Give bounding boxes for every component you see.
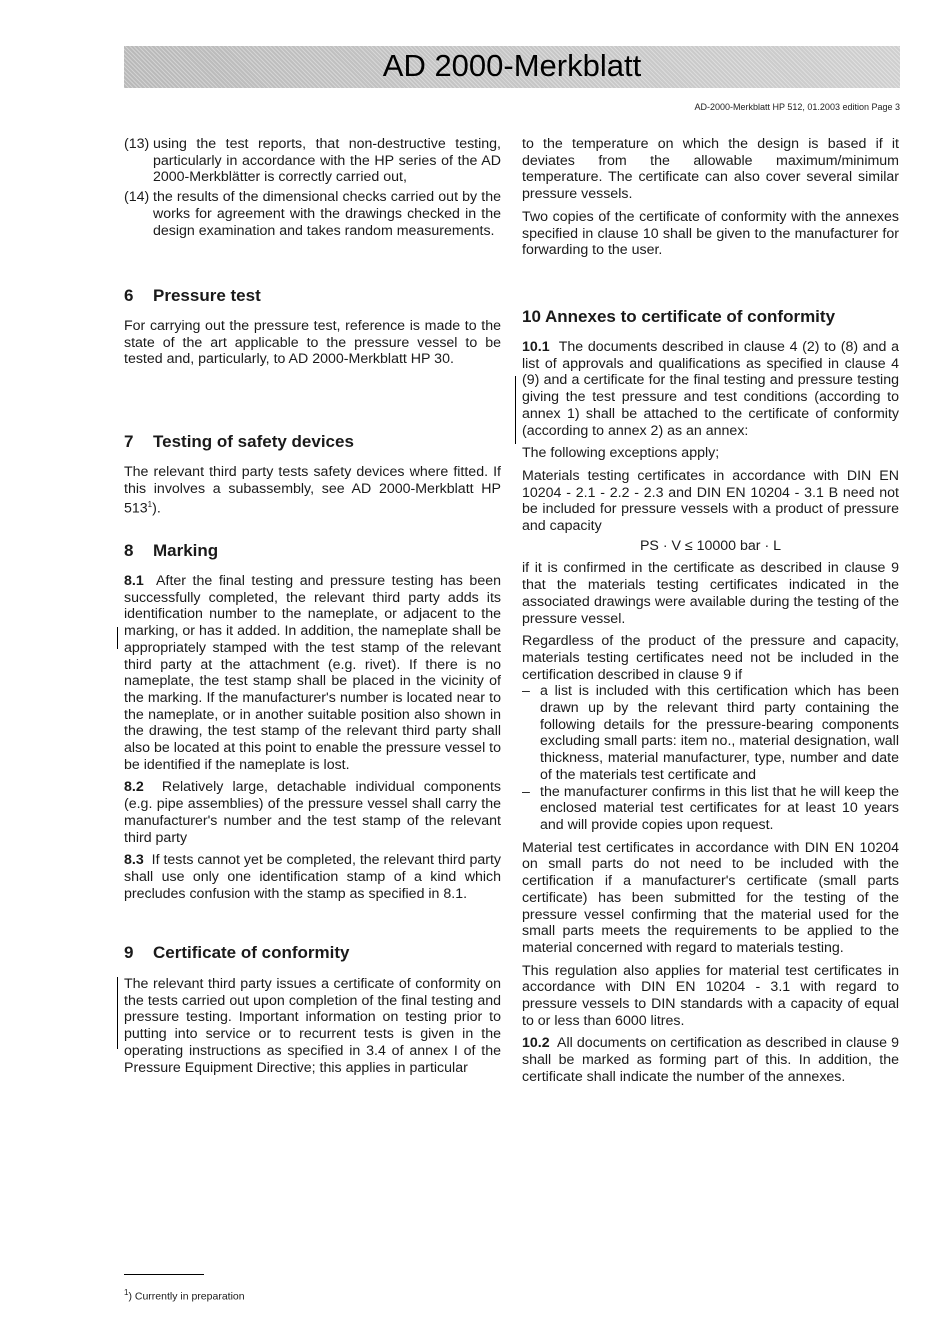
change-bar [117,627,118,649]
paragraph: 10.2 All documents on certification as described in clause 9 shall be marked as forming part of this. In addition, the certificate shall indicate the number of the annexes. [522,1035,899,1085]
continued-text [522,136,899,265]
paragraph: The relevant third party tests safety devices where fitted. If this involves a subassembly, see AD 2000-Merkblatt HP $513^1$). [124,464,501,518]
items-list [124,136,501,242]
paragraph: 8.2 Relatively large, detachable individual components (e.g. pipe assemblies) of the pressure vessel shall carry the manufacturer's number and the test stamp of the relevant third party [124,779,501,846]
paragraph: to the temperature on which the design is based if it deviates from the allowable maximum/minimum temperature. The certificate can also cover several similar pressure vessels. [522,136,899,203]
section-7-body [124,464,501,524]
dash-item: – the manufacturer confirms in this list that he will keep the enclosed material test certificates for at least 10 years and will provide copies upon request. [522,783,899,833]
dash-item: – a list is included with this certification which has been drawn up by the relevant third party containing the following details for the pressure-bearing components excluding small parts: item no., material designation, wall thickness, material manufacturer, type, number and date of the materials test certificate and [522,683,899,783]
section-9-heading: 9 Certificate of conformity [124,943,350,962]
change-bar [117,977,118,1049]
item-number: (13) [124,136,150,152]
paragraph: Materials testing certificates in accordance with DIN EN 10204 - 2.1 - 2.2 - 2.3 and DIN EN 10204 - 3.1 B need not be included for pressure vessels with a product of pressure and capacity [522,467,899,535]
paragraph: if it is confirmed in the certificate as described in clause 9 that the materials testing certificates indicated in the associated drawings were available during the testing of the pressure vessel. [522,560,899,627]
paragraph: The relevant third party issues a certificate of conformity on the tests carried out upon completion of the final testing and pressure testing. Important information on testing prior to putting into service or to recurrent tests is given in the operating instructions as specified in 3.4 of annex I of the Pressure Equipment Directive; this applies in particular [124,976,501,1076]
paragraph: 10.1 The documents described in clause 4 (2) to (8) and a list of approvals and qualifications as specified in clause 4 (9) and a certificate for the final testing and pressure testing giving the test pressure and test conditions (according to annex 1) shall be attached to the certificate of conformity (according to annex 2) as an annex: [522,339,899,439]
paragraph: For carrying out the pressure test, reference is made to the state of the art applicable to the pressure vessel to be tested and, particularly, to AD 2000-Merkblatt HP 30. [124,318,501,368]
list-item [124,189,501,239]
footnote: $^1$) Currently in preparation [124,1288,245,1303]
section-9-body [124,976,501,1082]
section-10-heading: 10 Annexes to certificate of conformity [522,307,836,326]
paragraph: Two copies of the certificate of conformity with the annexes specified in clause 10 shall be given to the manufacturer for forwarding to the user. [522,208,899,259]
section-8-body [124,573,501,908]
footnote-rule [124,1274,204,1275]
formula: PS · V ≤ 10000 bar · L [639,537,782,554]
section-6-body [124,318,501,374]
page-reference: AD-2000-Merkblatt HP 512, 01.2003 edition Page 3 [694,102,900,112]
change-bar [515,376,516,444]
list-item [124,136,501,186]
paragraph: This regulation also applies for material test certificates in accordance with DIN EN 10204 - 3.1 with regard to pressure vessels to DIN standards with a capacity of equal to or less than 6000 litres. [522,962,899,1029]
footnote-mark: 1 [147,500,153,510]
paragraph: 8.3 If tests cannot yet be completed, the relevant third party shall use only one identification stamp of a kind which precludes confusion with the stamp as specified in 8.1. [124,852,501,902]
paragraph: Material test certificates in accordance with DIN EN 10204 on small parts do not need to be included with the certification if a manufacturer's certificate (small parts certificate) has been submitted for the testing of the pressure vessel confirming that the material used for the small parts meets the requirements to be applied to the material concerned with regard to materials testing. [522,839,899,956]
section-6-heading: 6 Pressure test [124,286,261,305]
item-text: using the test reports, that non-destructive testing, particularly in accordance with the HP series of the AD 2000-Merkblätter is correctly carried out, [153,136,501,186]
section-7-heading: 7 Testing of safety devices [124,432,354,451]
section-10-body [522,339,899,1092]
paragraph: Regardless of the product of the pressure and capacity, materials testing certificates need not be included in the certification described in clause 9 if [522,633,899,683]
paragraph: The following exceptions apply; [522,445,720,462]
item-number: (14) [124,189,150,206]
header-banner [124,46,900,88]
paragraph: 8.1 After the final testing and pressure testing has been successfully completed, the relevant third party adds its identification number to the nameplate, or adjacent to the marking, or has it added. In addition, the nameplate shall be appropriately stamped with the test stamp of the relevant third party at the attachment (e.g. rivet). If there is no nameplate, the test stamp shall be placed in the vicinity of the marking. If the manufacturer's number is located near to the nameplate, or in another suitable position also shown in the drawing, the test stamp of the relevant third party shall also be located at this point to enable the pressure vessel to be identified if the nameplate is lost. [124,573,501,773]
section-8-heading: 8 Marking [124,541,219,560]
banner-title: AD 2000-Merkblatt [382,48,642,83]
item-text: the results of the dimensional checks carried out by the works for agreement with the drawings checked in the design examination and takes random measurements. [153,189,501,239]
